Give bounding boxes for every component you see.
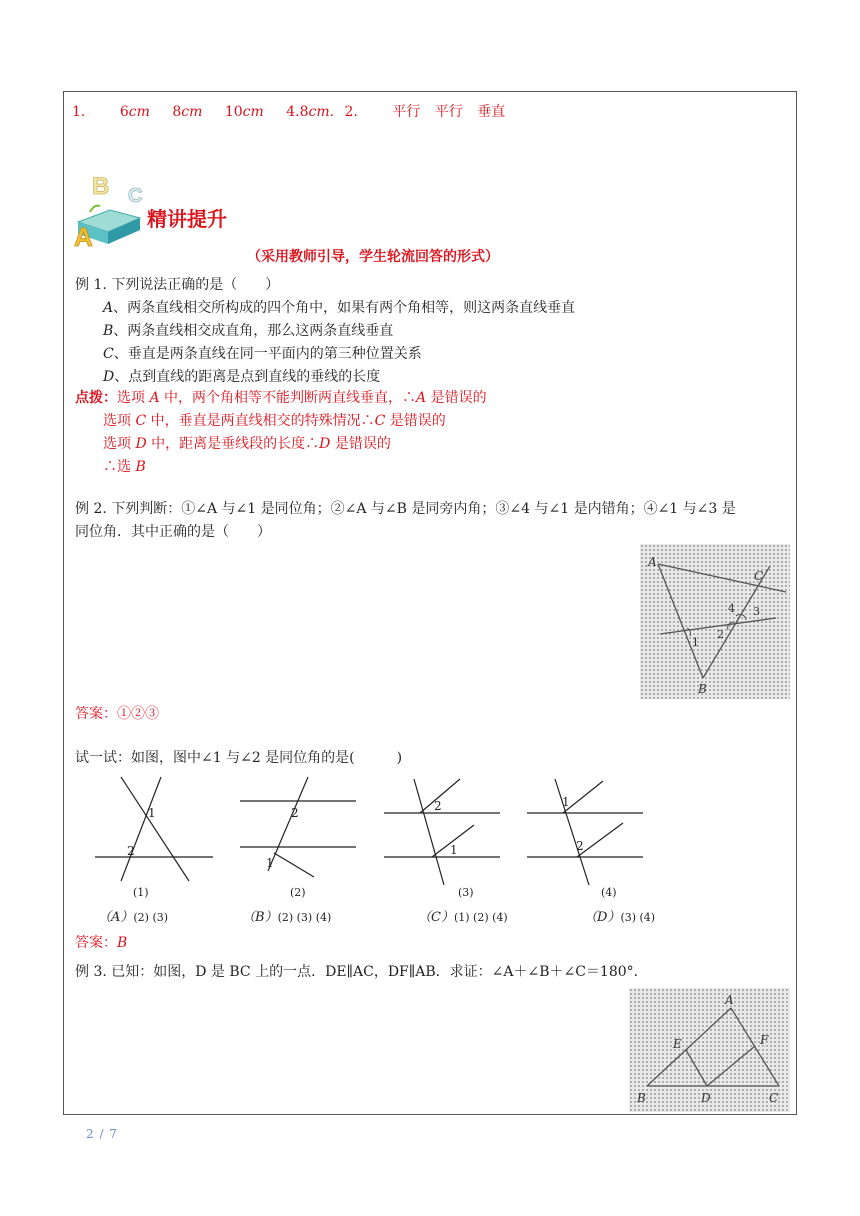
ex2-stem-line2: 同位角．其中正确的是（ ） <box>75 524 271 540</box>
ex2-label-4: 4 <box>728 602 735 615</box>
try3-label-1: 1 <box>450 843 458 857</box>
logo-letter-c: C <box>128 185 143 207</box>
ex1-option-b: B、两条直线相交成直角，那么这两条直线垂直 <box>103 323 394 339</box>
ex2-stem-line1: 例 2. 下列判断：①∠A 与∠1 是同位角；②∠A 与∠B 是同旁内角；③∠4 与∠1 是内错角；④∠1 与∠3 是 <box>75 501 736 517</box>
page-number: 2 / 7 <box>86 1127 118 1141</box>
try-caption-4: (4) <box>601 886 617 899</box>
ex2-answer: 答案：①②③ <box>75 706 159 722</box>
try-option-a[interactable]: （A）(2) (3) <box>98 910 169 925</box>
abc-book-logo <box>70 172 150 252</box>
ex3-triangle-figure <box>629 988 790 1112</box>
ex2-label-b: B <box>698 682 707 696</box>
try-option-b[interactable]: （B）(2) (3) (4) <box>242 910 332 925</box>
try-figure-1 <box>95 775 215 885</box>
ex3-label-a: A <box>725 993 734 1007</box>
try-option-d[interactable]: （D）(3) (4) <box>584 910 656 925</box>
try-caption-3: (3) <box>458 886 474 899</box>
ex1-stem: 例 1. 下列说法正确的是（ ） <box>75 277 280 293</box>
section-subtitle: （采用教师引导，学生轮流回答的形式） <box>247 249 499 265</box>
section-title: 精讲提升 <box>147 207 227 231</box>
ex2-label-c: C <box>754 569 764 583</box>
try-figure-4 <box>525 775 647 885</box>
ex2-label-a: A <box>648 555 657 569</box>
ex1-option-c: C、垂直是两条直线在同一平面内的第三种位置关系 <box>103 346 422 362</box>
ex1-hint-1: 点拨：选项 A 中，两个角相等不能判断两直线垂直，∴A 是错误的 <box>75 390 487 406</box>
ex2-label-3: 3 <box>753 605 760 618</box>
ex3-label-d: D <box>701 1091 711 1105</box>
try-stem: 试一试：如图，图中∠1 与∠2 是同位角的是( ) <box>75 750 403 766</box>
try1-label-2: 2 <box>127 844 135 858</box>
logo-letter-b: B <box>92 173 110 200</box>
try4-label-2: 2 <box>576 839 584 853</box>
ex1-option-a: A、两条直线相交所构成的四个角中，如果有两个角相等，则这两条直线垂直 <box>103 300 576 316</box>
try4-label-1: 1 <box>562 795 570 809</box>
try-answer: 答案：B <box>75 935 128 951</box>
ex1-hint-2: 选项 C 中，垂直是两直线相交的特殊情况∴C 是错误的 <box>103 413 446 429</box>
try1-label-1: 1 <box>148 806 156 820</box>
try-option-c[interactable]: （C）(1) (2) (4) <box>418 910 508 925</box>
ex1-hint-4: ∴选 B <box>103 459 146 475</box>
ex2-label-1: 1 <box>692 636 699 649</box>
ex3-stem: 例 3. 已知：如图，D 是 BC 上的一点．DE∥AC，DF∥AB．求证：∠A＋∠B＋∠C＝180°． <box>75 964 648 980</box>
ex3-label-c: C <box>769 1091 779 1105</box>
ex1-option-d: D、点到直线的距离是点到直线的垂线的长度 <box>103 369 381 385</box>
ex3-label-f: F <box>760 1033 769 1047</box>
ex2-label-2: 2 <box>717 628 724 641</box>
try2-label-1: 1 <box>266 856 274 870</box>
top-answer-line: 1. 6cm 8cm 10cm 4.8cm. 2. 平行 平行 垂直 <box>72 104 506 120</box>
try-figure-3 <box>382 775 504 885</box>
logo-letter-a: A <box>74 222 93 252</box>
try3-label-2: 2 <box>434 799 442 813</box>
try-figure-2 <box>238 775 360 885</box>
ex3-label-b: B <box>637 1091 646 1105</box>
ex2-triangle-figure <box>640 544 790 699</box>
try-caption-1: (1) <box>133 886 149 899</box>
try2-label-2: 2 <box>291 806 299 820</box>
ex3-label-e: E <box>673 1037 682 1051</box>
ex1-hint-3: 选项 D 中，距离是垂线段的长度∴D 是错误的 <box>103 436 391 452</box>
try-caption-2: (2) <box>290 886 306 899</box>
